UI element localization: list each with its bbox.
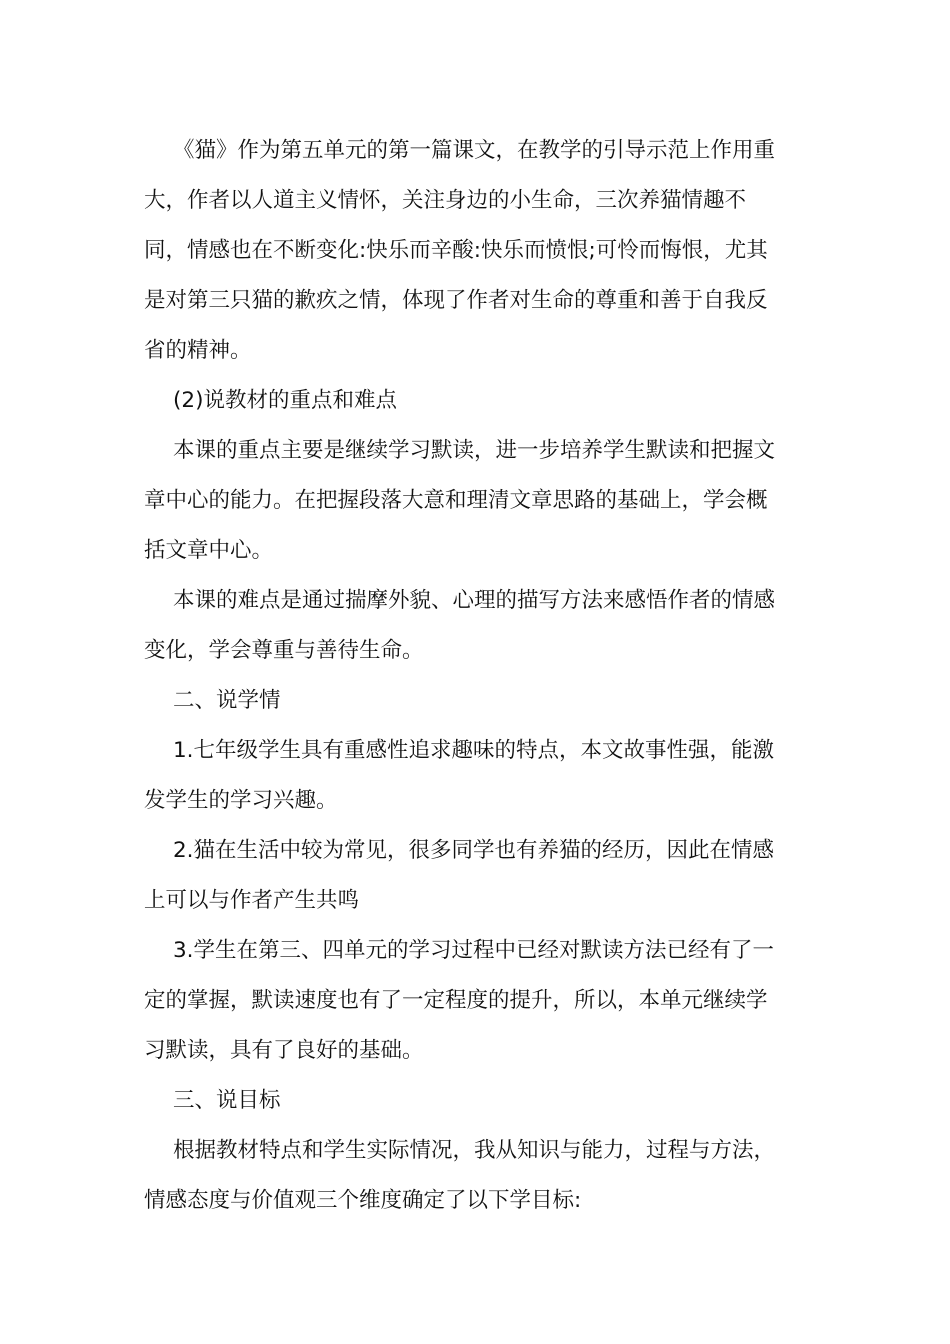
text-line: 根据教材特点和学生实际情况，我从知识与能力，过程与方法， (173, 1138, 776, 1163)
paragraph-goals (144, 1126, 808, 1226)
text-line: 本课的重点主要是继续学习默读，进一步培养学生默读和把握文 (173, 438, 776, 463)
text-line: 省的精神。 (144, 338, 252, 363)
paragraph-learner-1 (144, 726, 808, 826)
text-line: 括文章中心。 (144, 538, 274, 563)
paragraph-intro (144, 126, 808, 376)
text-line: 《猫》作为第五单元的第一篇课文，在教学的引导示范上作用重 (173, 138, 776, 163)
text-line: 定的掌握，默读速度也有了一定程度的提升，所以，本单元继续学 (144, 988, 768, 1013)
text-line: 二、说学情 (173, 688, 281, 713)
text-line: 3.学生在第三、四单元的学习过程中已经对默读方法已经有了一 (173, 938, 775, 963)
text-line: 2.猫在生活中较为常见，很多同学也有养猫的经历，因此在情感 (173, 838, 775, 863)
text-line: 同，情感也在不断变化:快乐而辛酸:快乐而愤恨;可怜而悔恨，尤其 (144, 238, 768, 263)
text-line: 上可以与作者产生共鸣 (144, 888, 360, 913)
text-line: 是对第三只猫的歉疚之情，体现了作者对生命的尊重和善于自我反 (144, 288, 768, 313)
text-line: 习默读，具有了良好的基础。 (144, 1038, 424, 1063)
text-line: 大，作者以人道主义情怀，关注身边的小生命，三次养猫情趣不 (144, 188, 747, 213)
paragraph-key-point (144, 426, 808, 576)
section-heading-key-points (144, 376, 808, 426)
text-line: 情感态度与价值观三个维度确定了以下学目标: (144, 1188, 582, 1213)
text-line: 本课的难点是通过揣摩外貌、心理的描写方法来感悟作者的情感 (173, 588, 776, 613)
text-line: 三、说目标 (173, 1088, 281, 1113)
paragraph-difficult-point (144, 576, 808, 676)
text-line: 变化，学会尊重与善待生命。 (144, 638, 424, 663)
document-body (144, 126, 808, 1226)
text-line: 章中心的能力。在把握段落大意和理清文章思路的基础上，学会概 (144, 488, 768, 513)
text-line: 发学生的学习兴趣。 (144, 788, 338, 813)
section-heading-learners (144, 676, 808, 726)
paragraph-learner-2 (144, 826, 808, 926)
paragraph-learner-3 (144, 926, 808, 1076)
section-heading-goals (144, 1076, 808, 1126)
text-line: (2)说教材的重点和难点 (173, 388, 397, 413)
text-line: 1.七年级学生具有重感性追求趣味的特点，本文故事性强，能激 (173, 738, 775, 763)
